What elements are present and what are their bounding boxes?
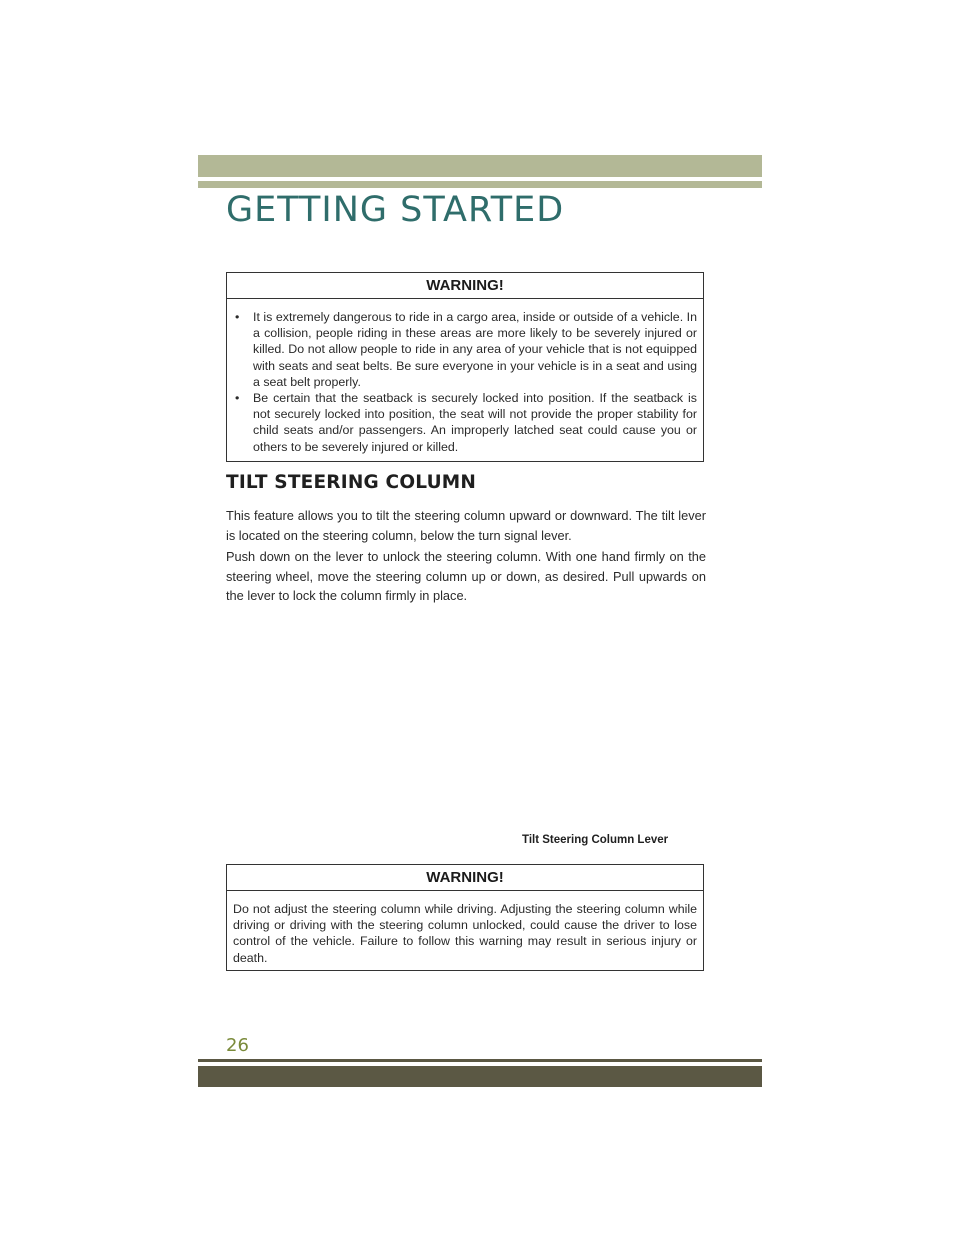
- figure-caption: Tilt Steering Column Lever: [522, 834, 669, 846]
- bullet-icon: •: [235, 310, 240, 324]
- warning-title: WARNING!: [227, 273, 703, 299]
- warning-body: Do not adjust the steering column while driving. Adjusting the steering column while driving or driving with the steering column unlocked, could cause the driver to lose control of the vehicle. Failure to follow this warning may result in serious injury or death.: [233, 902, 697, 965]
- page-number: 26: [226, 1035, 249, 1056]
- warning-bullet: [233, 390, 697, 455]
- warning-body: [227, 299, 703, 463]
- warning-box-bottom: [226, 864, 704, 971]
- warning-bullet: [233, 309, 697, 390]
- bullet-icon: •: [235, 391, 240, 406]
- warning-title: WARNING!: [227, 865, 703, 891]
- paragraph: Push down on the lever to unlock the steering column. With one hand firmly on the steering wheel, move the steering column up or down, as desired. Pull upwards on the lever to lock the column firmly in place.: [226, 549, 706, 603]
- warning-bullet-text: It is extremely dangerous to ride in a cargo area, inside or outside of a vehicle. In a collision, people riding in these areas are more likely to be severely injured or killed. Do not allow people to ride in any area of your vehicle that is not equipped with seats and seat belts. Be sure everyone in your vehicle is in a seat and using a seat belt properly.: [253, 310, 697, 389]
- header-rule: [198, 181, 762, 188]
- paragraph: This feature allows you to tilt the steering column upward or downward. The tilt lever is located on the steering column, below the turn signal lever.: [226, 508, 706, 543]
- footer-bar: [198, 1066, 762, 1087]
- warning-bullet-text: Be certain that the seatback is securely locked into position. If the seatback is not securely locked into position, the seat will not provide the proper stability for child seats and/or passengers. An improperly latched seat could cause you or others to be severely injured or killed.: [253, 391, 697, 454]
- warning-box-top: [226, 272, 704, 462]
- footer-rule: [198, 1059, 762, 1062]
- section-title: GETTING STARTED: [226, 190, 565, 230]
- header-bar: [198, 155, 762, 177]
- section-heading: TILT STEERING COLUMN: [226, 472, 477, 493]
